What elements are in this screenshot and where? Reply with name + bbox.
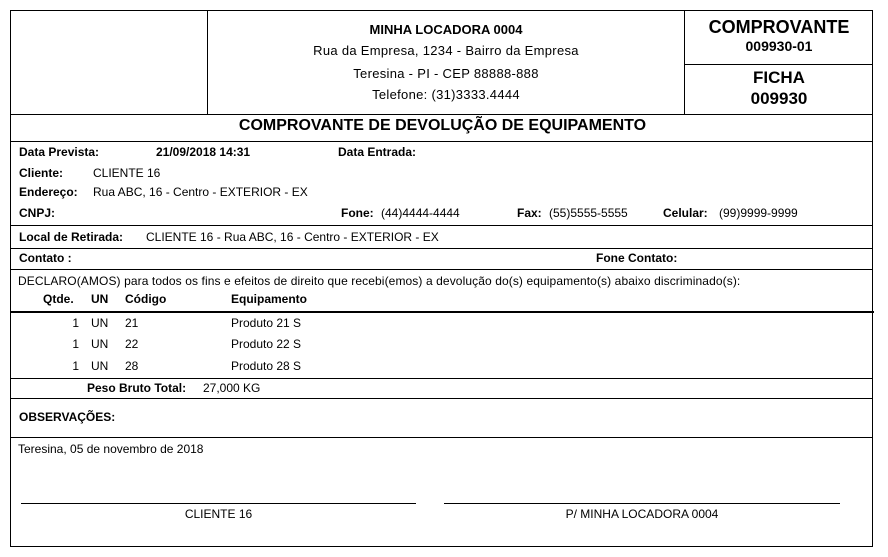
cnpj-label: CNPJ: bbox=[19, 206, 56, 220]
receipt-box-divider bbox=[685, 64, 873, 65]
col-header-equipamento: Equipamento bbox=[231, 292, 308, 306]
ficha-number: 009930 bbox=[750, 89, 808, 108]
celular-value: (99)9999-9999 bbox=[719, 206, 798, 220]
company-city: Teresina - PI - CEP 88888-888 bbox=[353, 66, 539, 81]
fone-label: Fone: bbox=[341, 206, 374, 220]
fone-contato-label: Fone Contato: bbox=[596, 251, 678, 265]
col-header-qtde: Qtde. bbox=[43, 292, 74, 306]
company-address: Rua da Empresa, 1234 - Bairro da Empresa bbox=[313, 43, 579, 58]
local-retirada-label: Local de Retirada: bbox=[19, 230, 124, 244]
declaration-text: DECLARO(AMOS) para todos os fins e efeitos de direito que recebi(emos) a devolução do(s) equipamento(s) abaixo discriminado(s): bbox=[18, 274, 741, 288]
divider bbox=[11, 141, 872, 142]
table-row bbox=[11, 359, 874, 379]
row-equipamento: Produto 21 S bbox=[231, 316, 302, 330]
local-retirada-value: CLIENTE 16 - Rua ABC, 16 - Centro - EXTERIOR - EX bbox=[146, 230, 439, 244]
cliente-value: CLIENTE 16 bbox=[93, 166, 161, 180]
cliente-label: Cliente: bbox=[19, 166, 64, 180]
row-qtde: 1 bbox=[72, 316, 79, 330]
divider bbox=[11, 114, 872, 115]
receipt-document bbox=[10, 10, 873, 547]
row-equipamento: Produto 22 S bbox=[231, 337, 302, 351]
endereco-value: Rua ABC, 16 - Centro - EXTERIOR - EX bbox=[93, 185, 308, 199]
col-header-un: UN bbox=[91, 292, 109, 306]
row-equipamento: Produto 28 S bbox=[231, 359, 302, 373]
data-prevista-value: 21/09/2018 14:31 bbox=[156, 145, 251, 159]
contato-label: Contato : bbox=[19, 251, 72, 265]
company-phone: Telefone: (31)3333.4444 bbox=[372, 87, 520, 102]
divider bbox=[11, 248, 872, 249]
fax-label: Fax: bbox=[517, 206, 542, 220]
col-header-codigo: Código bbox=[125, 292, 167, 306]
document-title: COMPROVANTE DE DEVOLUÇÃO DE EQUIPAMENTO bbox=[238, 117, 647, 134]
signature-line-client bbox=[21, 503, 416, 504]
data-prevista-label: Data Prevista: bbox=[19, 145, 100, 159]
signature-company-name: P/ MINHA LOCADORA 0004 bbox=[565, 507, 719, 521]
row-codigo: 22 bbox=[125, 337, 139, 351]
row-un: UN bbox=[91, 316, 109, 330]
table-row bbox=[11, 337, 874, 357]
divider bbox=[11, 269, 872, 270]
receipt-label: COMPROVANTE bbox=[708, 17, 850, 37]
observacoes-label: OBSERVAÇÕES: bbox=[19, 410, 116, 424]
divider bbox=[11, 437, 872, 438]
fone-value: (44)4444-4444 bbox=[381, 206, 460, 220]
peso-bruto-label: Peso Bruto Total: bbox=[87, 381, 187, 395]
company-name: MINHA LOCADORA 0004 bbox=[369, 22, 523, 37]
logo-area bbox=[11, 11, 207, 114]
table-row bbox=[11, 316, 874, 336]
ficha-label: FICHA bbox=[753, 68, 805, 87]
row-codigo: 28 bbox=[125, 359, 139, 373]
row-qtde: 1 bbox=[72, 359, 79, 373]
divider bbox=[11, 378, 872, 379]
table-header-rule bbox=[11, 311, 874, 313]
divider bbox=[11, 225, 872, 226]
receipt-number: 009930-01 bbox=[745, 38, 813, 54]
signature-line-company bbox=[444, 503, 840, 504]
data-entrada-label: Data Entrada: bbox=[338, 145, 417, 159]
row-qtde: 1 bbox=[72, 337, 79, 351]
peso-bruto-value: 27,000 KG bbox=[203, 381, 261, 395]
divider bbox=[11, 398, 872, 399]
row-un: UN bbox=[91, 359, 109, 373]
row-un: UN bbox=[91, 337, 109, 351]
signature-client-name: CLIENTE 16 bbox=[184, 507, 253, 521]
celular-label: Celular: bbox=[663, 206, 708, 220]
row-codigo: 21 bbox=[125, 316, 139, 330]
endereco-label: Endereço: bbox=[19, 185, 78, 199]
place-date: Teresina, 05 de novembro de 2018 bbox=[18, 442, 204, 456]
fax-value: (55)5555-5555 bbox=[549, 206, 628, 220]
